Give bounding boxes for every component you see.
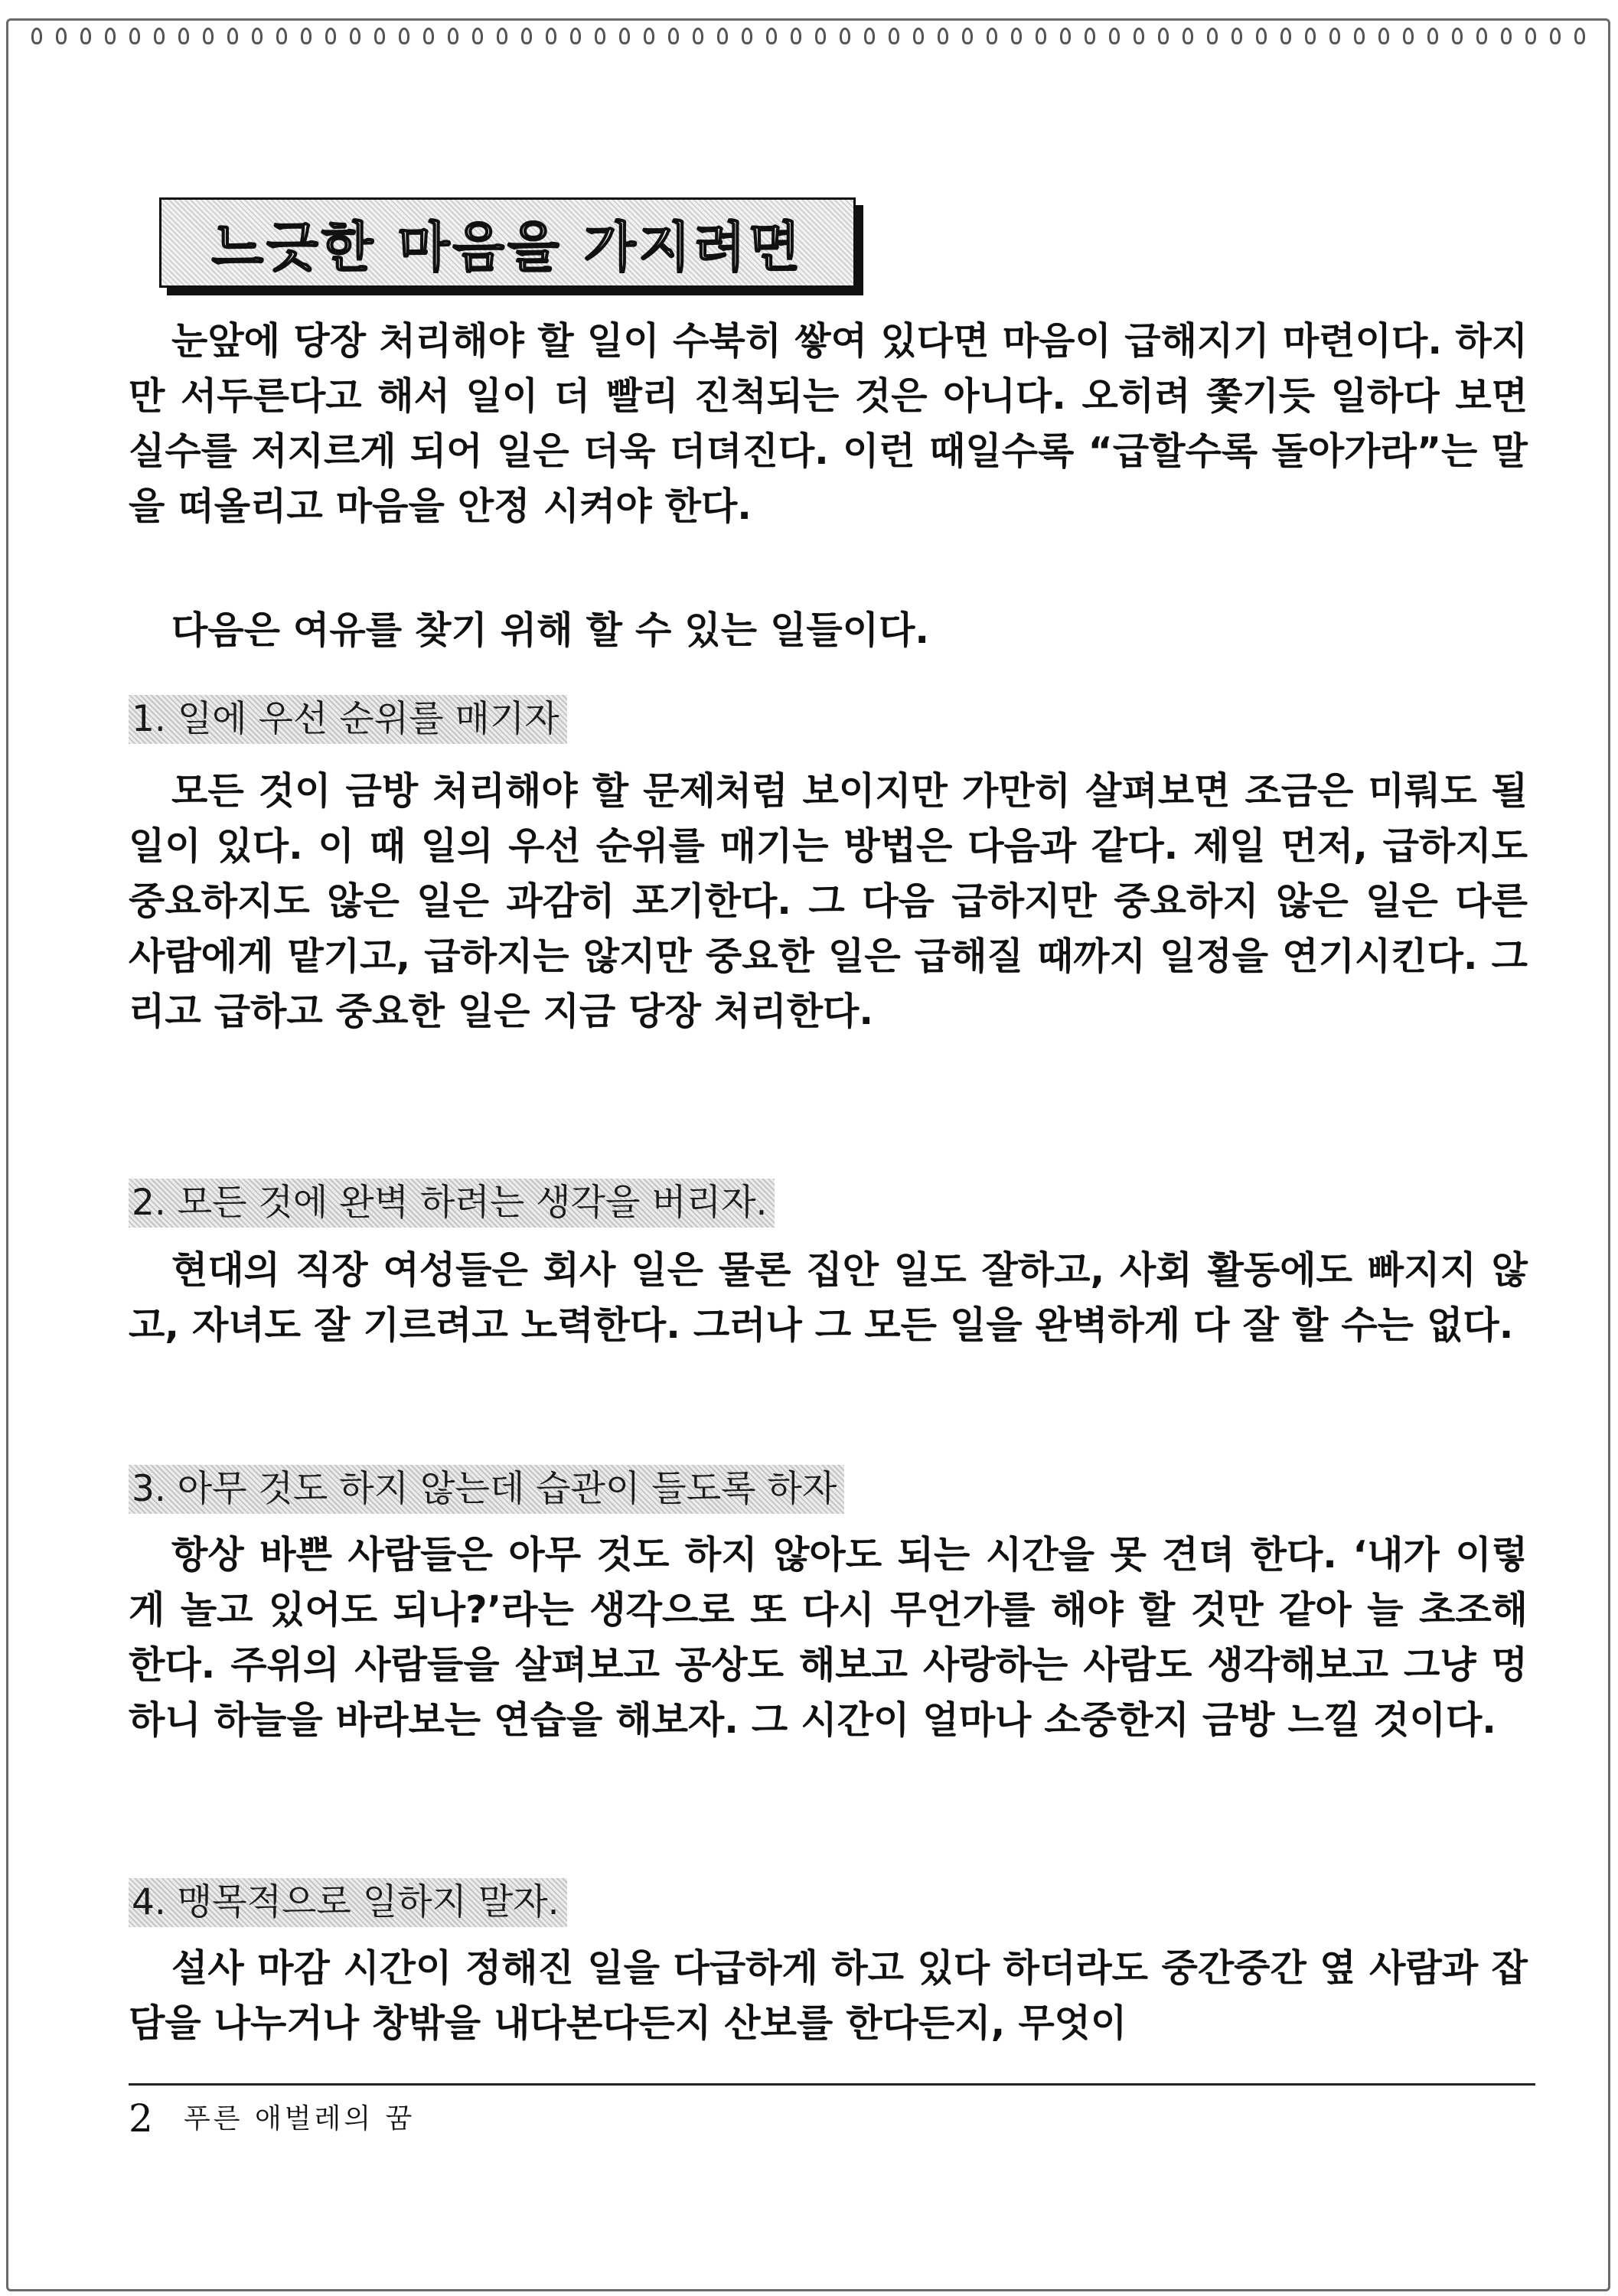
- section-heading-3: 3. 아무 것도 하지 않는데 습관이 들도록 하자: [129, 1465, 844, 1514]
- footer-divider: [129, 2083, 1535, 2086]
- intro-paragraph: 눈앞에 당장 처리해야 할 일이 수북히 쌓여 있다면 마음이 급해지기 마련이다. 하지만 서두른다고 해서 일이 더 빨리 진척되는 것은 아니다. 오히려 쫓기듯 일하다 보면 실수를 저지르게 되어 일은 더욱 더뎌진다. 이런 때일수록 “급할수록 돌아가라”는 말을 떠올리고 마음을 안정 시켜야 한다.: [129, 319, 1528, 528]
- spiral-binding: [31, 21, 1585, 51]
- page-title-box: [159, 197, 856, 288]
- section-body-2: 현대의 직장 여성들은 회사 일은 물론 집안 일도 잘하고, 사회 활동에도 빠지지 않고, 자녀도 잘 기르려고 노력한다. 그러나 그 모든 일을 완벽하게 다 잘 할 수는 없다.: [129, 1248, 1528, 1347]
- section-heading-1: 1. 일에 우선 순위를 매기자: [129, 695, 567, 744]
- section-heading-2: 2. 모든 것에 완벽 하려는 생각을 버리자.: [129, 1179, 775, 1228]
- section-body-4: 설사 마감 시간이 정해진 일을 다급하게 하고 있다 하더라도 중간중간 옆 사람과 잡담을 나누거나 창밖을 내다본다든지 산보를 한다든지, 무엇이: [129, 1946, 1528, 2045]
- section-body-1: 모든 것이 금방 처리해야 할 문제처럼 보이지만 가만히 살펴보면 조금은 미뤄도 될 일이 있다. 이 때 일의 우선 순위를 매기는 방법은 다음과 같다. 제일 먼저, 급하지도 중요하지도 않은 일은 과감히 포기한다. 그 다음 급하지만 중요하지 않은 일은 다른 사람에게 맡기고, 급하지는 않지만 중요한 일은 급해질 때까지 일정을 연기시킨다. 그리고 급하고 중요한 일은 지금 당장 처리한다.: [129, 769, 1528, 1033]
- section-heading-4: 4. 맹목적으로 일하지 말자.: [129, 1878, 567, 1927]
- running-footer-title: 푸른 애벌레의 꿈: [184, 2103, 416, 2135]
- intro-lead-in: 다음은 여유를 찾기 위해 할 수 있는 일들이다.: [171, 608, 930, 652]
- page-title: 느긋한 마음을 가지려면: [211, 215, 804, 279]
- section-body-3: 항상 바쁜 사람들은 아무 것도 하지 않아도 되는 시간을 못 견뎌 한다. ‘내가 이렇게 놀고 있어도 되나?’라는 생각으로 또 다시 무언가를 해야 할 것만 같아 늘 초조해한다. 주위의 사람들을 살펴보고 공상도 해보고 사랑하는 사람도 생각해보고 그냥 멍하니 하늘을 바라보는 연습을 해보자. 그 시간이 얼마나 소중한지 금방 느낄 것이다.: [129, 1533, 1528, 1742]
- page-number: 2: [129, 2096, 153, 2141]
